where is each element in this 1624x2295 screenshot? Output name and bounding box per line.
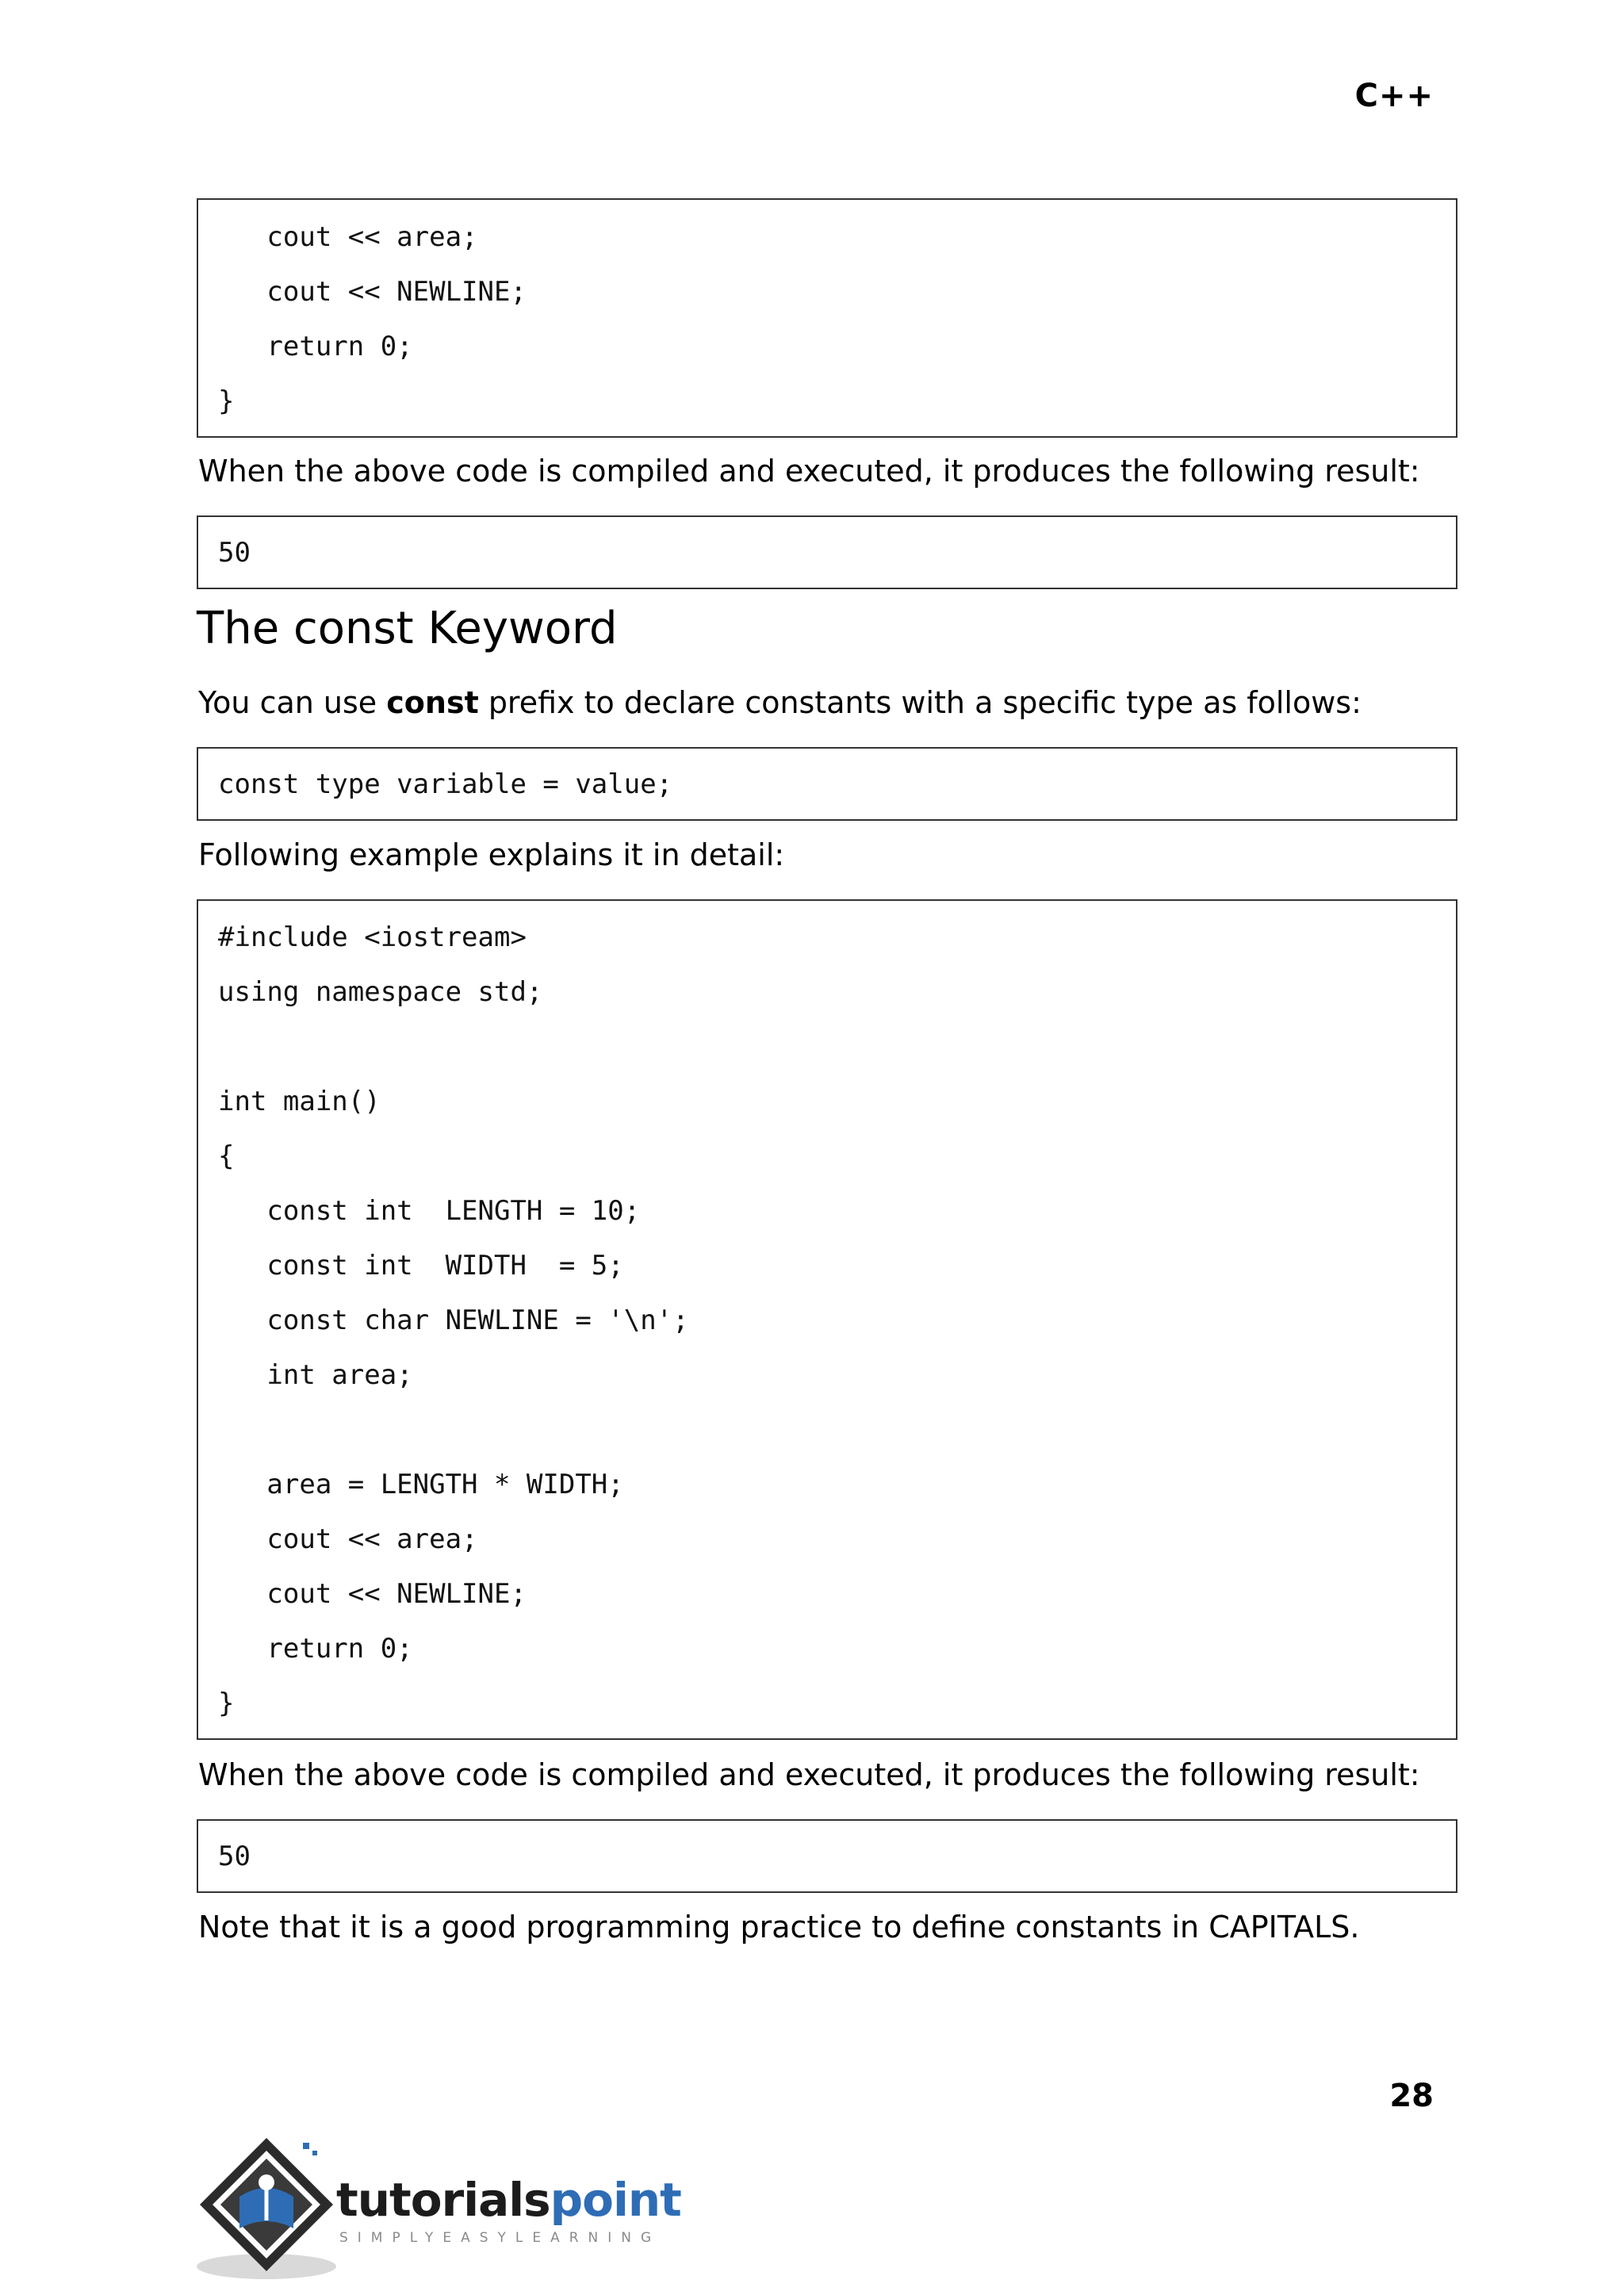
code-line: [198, 1403, 1456, 1458]
page-number: 28: [1389, 2078, 1434, 2114]
output-block-1: [197, 515, 1457, 589]
code-line: cout << area;: [218, 1523, 478, 1555]
logo-tagline: SIMPLYEASYLEARNING: [339, 2230, 661, 2246]
example-paragraph: Following example explains it in detail:: [198, 837, 785, 872]
logo-word-2: point: [550, 2173, 681, 2227]
const-paragraph-before: You can use: [198, 685, 387, 720]
code-line: cout << area;: [218, 221, 478, 253]
code-line: const int WIDTH = 5;: [218, 1250, 624, 1282]
output-block-2: [197, 1819, 1457, 1893]
logo-word-1: tutorials: [336, 2173, 550, 2227]
syntax-line: const type variable = value;: [218, 768, 673, 800]
output-line: 50: [218, 537, 251, 569]
output-line: 50: [218, 1841, 251, 1872]
logo-diamond-icon: [193, 2132, 344, 2282]
result-paragraph-2: When the above code is compiled and executed, it produces the following result:: [198, 1757, 1420, 1792]
code-line: }: [218, 385, 235, 417]
code-line: }: [218, 1688, 235, 1719]
header-title: C++: [1354, 78, 1434, 114]
code-line: area = LENGTH * WIDTH;: [218, 1469, 624, 1500]
syntax-block: [197, 747, 1457, 821]
code-line: [198, 1020, 1456, 1075]
section-heading: The const Keyword: [197, 603, 618, 654]
code-line: {: [218, 1140, 235, 1172]
code-line: using namespace std;: [218, 976, 543, 1008]
code-line: return 0;: [218, 1633, 413, 1665]
code-line: cout << NEWLINE;: [218, 1578, 527, 1610]
code-line: const char NEWLINE = '\n';: [218, 1305, 689, 1336]
code-line: int main(): [218, 1086, 381, 1117]
code-line: cout << NEWLINE;: [218, 276, 527, 308]
const-paragraph: [198, 685, 1362, 722]
const-paragraph-after: prefix to declare constants with a specific type as follows:: [478, 685, 1362, 720]
code-line: return 0;: [218, 331, 413, 362]
const-keyword: const: [386, 685, 479, 720]
tutorialspoint-logo: [193, 2132, 685, 2282]
code-line: #include <iostream>: [218, 921, 527, 953]
note-paragraph: Note that it is a good programming practice to define constants in CAPITALS.: [198, 1910, 1360, 1944]
code-block-main: [197, 899, 1457, 1740]
code-block-top: [197, 198, 1457, 438]
logo-wordmark: [336, 2173, 681, 2227]
code-line: const int LENGTH = 10;: [218, 1195, 641, 1227]
code-line: int area;: [218, 1359, 413, 1391]
result-paragraph-1: When the above code is compiled and executed, it produces the following result:: [198, 454, 1420, 489]
